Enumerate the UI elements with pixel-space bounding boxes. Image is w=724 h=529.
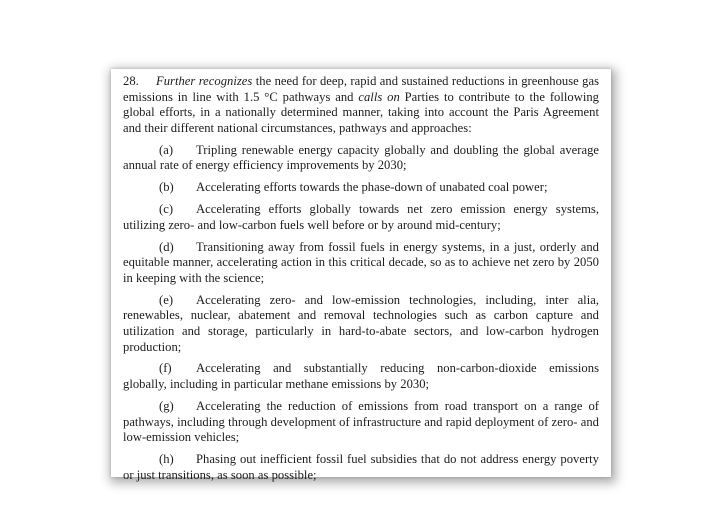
subparagraph-label: (h) (159, 452, 174, 467)
subparagraph-f (123, 361, 599, 392)
document-excerpt-card (111, 69, 611, 482)
subparagraph-label: (a) (159, 142, 174, 157)
subparagraph-text: Accelerating and substantially reducing non-carbon-dioxide emissions globally, including in particular methane emissions by 2030; (123, 361, 599, 392)
subparagraph-c (123, 202, 599, 233)
subparagraph-label: (b) (159, 180, 174, 195)
subparagraph-g (123, 399, 599, 446)
paragraph-number: 28. (123, 74, 139, 88)
document-text (123, 74, 599, 483)
subparagraph-d (123, 240, 599, 287)
subparagraph-label: (g) (159, 398, 174, 413)
subparagraph-h (123, 452, 599, 483)
intro-calls-italic: calls on (358, 89, 400, 104)
subparagraph-text: Accelerating zero- and low-emission technologies, including, inter alia, renewables, nuclear, abatement and removal technologies such as carbon capture and utilization and storage, particularly in hard-to-abate sectors, and low-carbon hydrogen production; (123, 292, 599, 354)
subparagraph-text: Transitioning away from fossil fuels in energy systems, in a just, orderly and equitable manner, accelerating action in this critical decade, so as to achieve net zero by 2050 in keeping with the science; (123, 239, 599, 285)
subparagraph-label: (e) (159, 292, 174, 307)
subparagraph-label: (d) (159, 239, 174, 254)
subparagraph-b (123, 180, 599, 196)
paragraph-28 (123, 74, 599, 136)
intro-lead-italic: Further recognizes (156, 74, 253, 88)
subparagraph-text: Phasing out inefficient fossil fuel subsidies that do not address energy poverty or just transitions, as soon as possible; (123, 452, 599, 482)
intro-text-part2: Parties to contribute to the following global efforts, in a nationally determined manner, taking into account the Paris Agreement and their different national circumstances, pathways and approaches: (123, 89, 599, 135)
subparagraph-e (123, 293, 599, 355)
subparagraph-label: (c) (159, 202, 174, 217)
subparagraph-a (123, 143, 599, 174)
subparagraph-text: Accelerating efforts globally towards net zero emission energy systems, utilizing zero- and low-carbon fuels well before or by around mid-century; (123, 202, 599, 232)
subparagraph-text: Accelerating efforts towards the phase-down of unabated coal power; (196, 180, 548, 195)
subparagraph-text: Tripling renewable energy capacity globally and doubling the global average annual rate of energy efficiency improvements by 2030; (123, 142, 599, 173)
subparagraph-label: (f) (159, 361, 172, 376)
intro-text-part1: the need for deep, rapid and sustained reductions in greenhouse gas emissions in line with 1.5 °C pathways and (123, 74, 599, 104)
subparagraph-text: Accelerating the reduction of emissions from road transport on a range of pathways, including through development of infrastructure and rapid deployment of zero- and low-emission vehicles; (123, 398, 599, 445)
